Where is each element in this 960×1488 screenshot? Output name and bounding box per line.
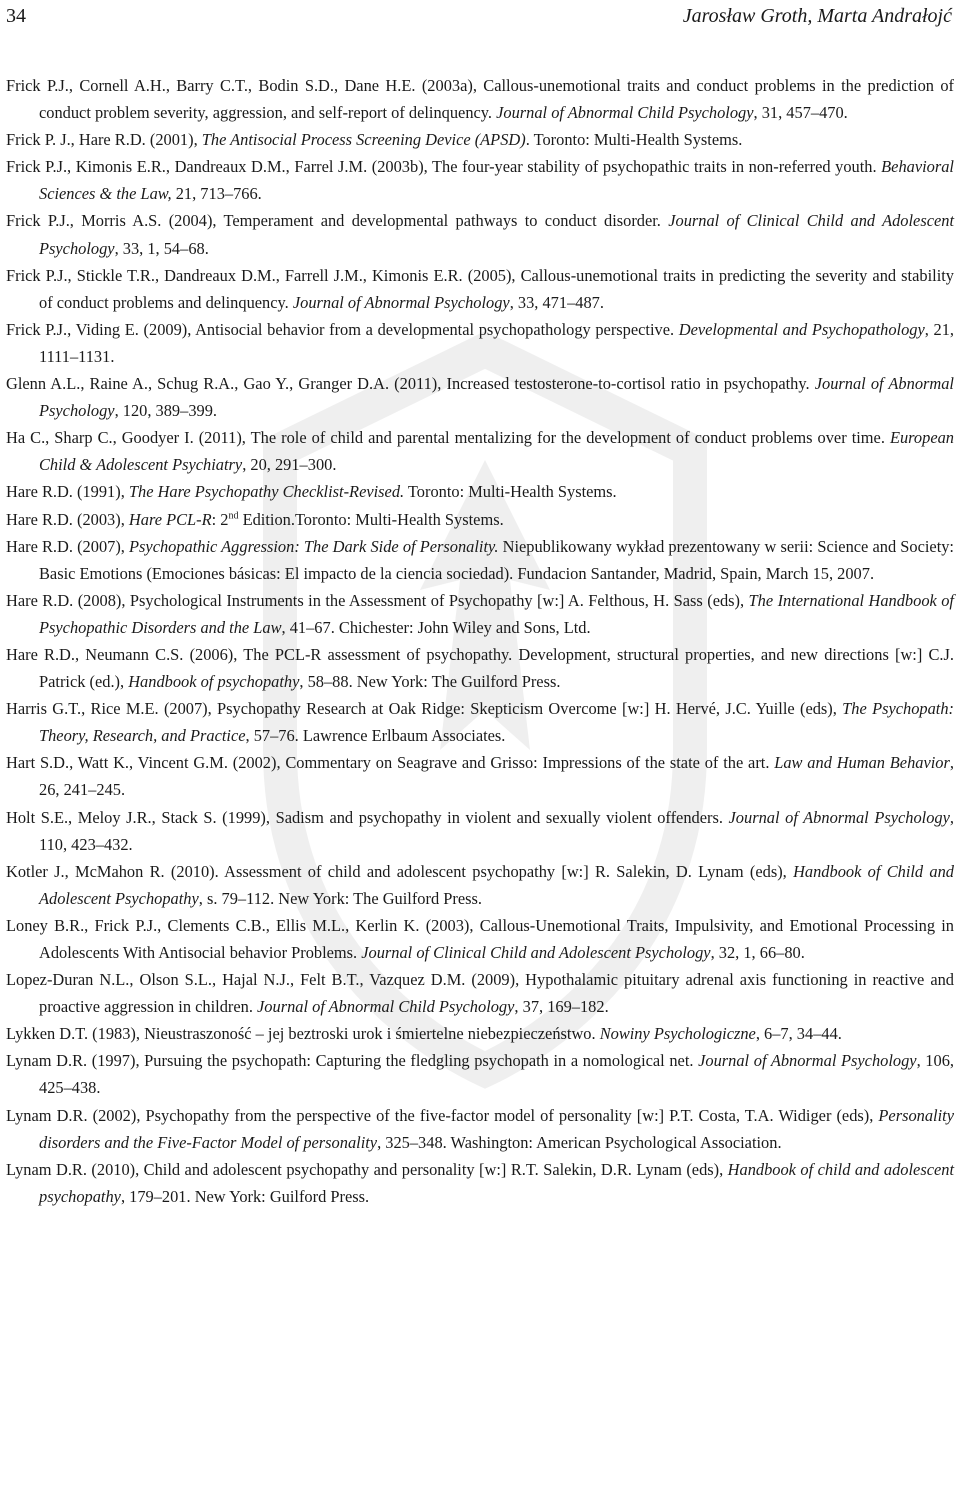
reference-entry: Hart S.D., Watt K., Vincent G.M. (2002), Commentary on Seagrave and Grisso: Impressions of the state of the art. Law and Human Behavior, 26, 241–245. [6, 753, 954, 800]
reference-entry: Lopez-Duran N.L., Olson S.L., Hajal N.J., Felt B.T., Vazquez D.M. (2009), Hypothalamic pituitary adrenal axis functioning in reactive and proactive aggression in children. Journal of Abnormal Child Psychology, 37, 169–182. [6, 970, 954, 1017]
reference-entry: Frick P.J., Viding E. (2009), Antisocial behavior from a developmental psychopathology perspective. Developmental and Psychopathology, 21, 1111–1131. [6, 319, 954, 366]
reference-entry: Hare R.D. (2008), Psychological Instruments in the Assessment of Psychopathy [w:] A. Felthous, H. Sass (eds), The International Handbook of Psychopathic Disorders and the Law, 41–67. Chichester: John Wiley and Sons, Ltd. [6, 590, 954, 637]
reference-entry: Glenn A.L., Raine A., Schug R.A., Gao Y., Granger D.A. (2011), Increased testosterone-to-cortisol ratio in psychopathy. Journal of Abnormal Psychology, 120, 389–399. [6, 374, 954, 421]
reference-entry: Lynam D.R. (2002), Psychopathy from the perspective of the five-factor model of personality [w:] P.T. Costa, T.A. Widiger (eds), Personality disorders and the Five-Factor Model of personality, 325–348. Washington: American Psychological Association. [6, 1105, 954, 1152]
running-head: Jarosław Groth, Marta Andrałojć [682, 5, 952, 27]
bibliography-list [6, 72, 954, 1210]
reference-entry: Hare R.D., Neumann C.S. (2006), The PCL-R assessment of psychopathy. Development, structural properties, and new directions [w:] C.J. Patrick (ed.), Handbook of psychopathy, 58–88. New York: The Guilford Press. [6, 644, 954, 692]
reference-entry: Holt S.E., Meloy J.R., Stack S. (1999), Sadism and psychopathy in violent and sexually violent offenders. Journal of Abnormal Psychology, 110, 423–432. [6, 807, 954, 854]
reference-entry: Frick P.J., Morris A.S. (2004), Temperament and developmental pathways to conduct disorder. Journal of Clinical Child and Adolescent Psychology, 33, 1, 54–68. [6, 211, 955, 258]
page-header [0, 0, 960, 36]
reference-entry: Hare R.D. (1991), The Hare Psychopathy Checklist-Revised. Toronto: Multi-Health Systems. [6, 482, 617, 502]
reference-entry: Frick P.J., Cornell A.H., Barry C.T., Bodin S.D., Dane H.E. (2003a), Callous-unemotional traits and conduct problems in the prediction of conduct problem severity, aggression, and self-report of delinquency. Journal of Abnormal Child Psychology, 31, 457–470. [6, 76, 954, 123]
reference-entry: Lynam D.R. (1997), Pursuing the psychopath: Capturing the fledgling psychopath in a nomological net. Journal of Abnormal Psychology, 106, 425–438. [6, 1051, 954, 1098]
superscript: nd [228, 510, 239, 522]
page-number: 34 [6, 5, 26, 27]
reference-entry: Hare R.D. (2007), Psychopathic Aggression: The Dark Side of Personality. Niepublikowany wykład prezentowany w serii: Science and Society: Basic Emotions (Emociones básicas: El impacto de la ciencia sociedad). Fundacion Santander, Madrid, Spain, March 15, 2007. [6, 536, 954, 583]
reference-entry: Loney B.R., Frick P.J., Clements C.B., Ellis M.L., Kerlin K. (2003), Callous-Unemotional Traits, Impulsivity, and Emotional Processing in Adolescents With Antisocial behavior Problems. Journal of Clinical Child and Adolescent Psychology, 32, 1, 66–80. [6, 915, 954, 962]
reference-entry: Lykken D.T. (1983), Nieustraszoność – jej beztroski urok i śmiertelne niebezpieczeństwo. Nowiny Psychologiczne, 6–7, 34–44. [6, 1024, 842, 1044]
reference-entry: Hare R.D. (2003), Hare PCL-R: 2nd Edition.Toronto: Multi-Health Systems. [6, 509, 504, 529]
reference-entry: Ha C., Sharp C., Goodyer I. (2011), The role of child and parental mentalizing for the development of conduct problems over time. European Child & Adolescent Psychiatry, 20, 291–300. [6, 428, 954, 475]
reference-entry: Harris G.T., Rice M.E. (2007), Psychopathy Research at Oak Ridge: Skepticism Overcome [w:] H. Hervé, J.C. Yuille (eds), The Psychopath: Theory, Research, and Practice, 57–76. Lawrence Erlbaum Associates. [6, 699, 954, 746]
reference-entry: Kotler J., McMahon R. (2010). Assessment of child and adolescent psychopathy [w:] R. Salekin, D. Lynam (eds), Handbook of Child and Adolescent Psychopathy, s. 79–112. New York: The Guilford Press. [6, 861, 955, 908]
reference-entry: Frick P.J., Stickle T.R., Dandreaux D.M., Farrell J.M., Kimonis E.R. (2005), Callous-unemotional traits in predicting the severity and stability of conduct problems and delinquency. Journal of Abnormal Psychology, 33, 471–487. [6, 265, 954, 312]
reference-entry: Lynam D.R. (2010), Child and adolescent psychopathy and personality [w:] R.T. Salekin, D.R. Lynam (eds), Handbook of child and adolescent psychopathy, 179–201. New York: Guilford Press. [6, 1159, 955, 1206]
reference-entry: Frick P. J., Hare R.D. (2001), The Antisocial Process Screening Device (APSD). Toronto: Multi-Health Systems. [6, 130, 743, 150]
reference-entry: Frick P.J., Kimonis E.R., Dandreaux D.M., Farrel J.M. (2003b), The four-year stability of psychopathic traits in non-referred youth. Behavioral Sciences & the Law, 21, 713–766. [6, 157, 954, 204]
